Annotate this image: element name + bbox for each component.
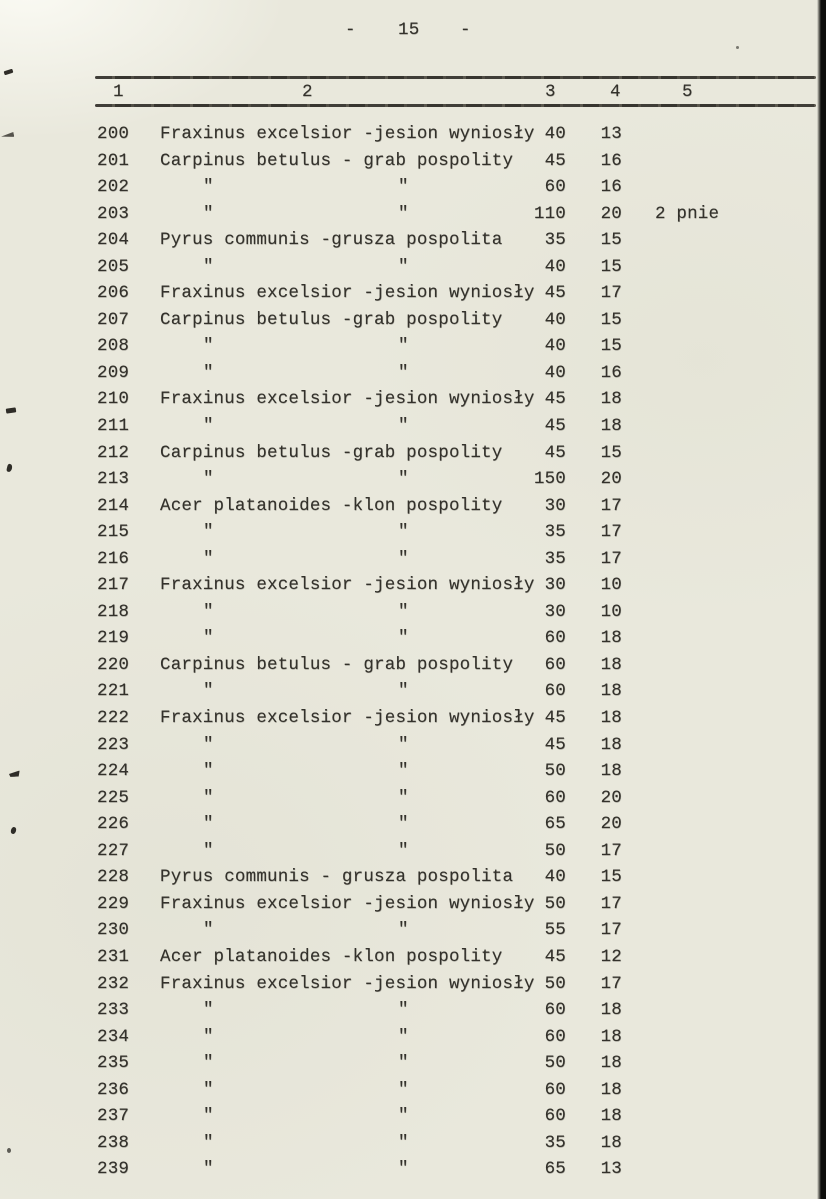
row-number: 230 xyxy=(97,920,130,941)
height-value: 18 xyxy=(600,1132,622,1153)
row-number: 234 xyxy=(97,1026,130,1047)
height-value: 12 xyxy=(600,946,622,967)
table-row xyxy=(0,732,826,759)
height-value: 15 xyxy=(600,230,622,251)
height-value: 18 xyxy=(600,1026,622,1047)
row-number: 203 xyxy=(97,203,130,224)
height-value: 20 xyxy=(600,814,622,835)
height-value: 17 xyxy=(600,840,622,861)
trunk-value: 150 xyxy=(533,469,566,490)
table-row xyxy=(0,705,826,732)
ditto-mark: " xyxy=(398,177,409,198)
trunk-value: 40 xyxy=(544,362,566,383)
trunk-value: 45 xyxy=(544,442,566,463)
species-name: Acer platanoides -klon pospolity xyxy=(160,495,503,516)
ditto-mark: " xyxy=(203,601,214,622)
table-row xyxy=(0,546,826,573)
table-row xyxy=(0,466,826,493)
ditto-mark: " xyxy=(203,522,214,543)
height-value: 18 xyxy=(600,761,622,782)
trunk-value: 50 xyxy=(544,893,566,914)
row-number: 218 xyxy=(97,601,130,622)
ditto-mark: " xyxy=(398,203,409,224)
ditto-mark: " xyxy=(398,336,409,357)
ditto-mark: " xyxy=(398,840,409,861)
row-number: 228 xyxy=(97,867,130,888)
table-row xyxy=(0,280,826,307)
column-header-4: 4 xyxy=(610,82,621,102)
ditto-mark: " xyxy=(398,628,409,649)
row-number: 229 xyxy=(97,893,130,914)
height-value: 10 xyxy=(600,575,622,596)
height-value: 17 xyxy=(600,548,622,569)
trunk-value: 110 xyxy=(533,203,566,224)
trunk-value: 60 xyxy=(544,628,566,649)
species-name: Fraxinus excelsior -jesion wyniosły xyxy=(160,283,535,304)
trunk-value: 60 xyxy=(544,1106,566,1127)
column-header-1: 1 xyxy=(113,82,124,102)
height-value: 18 xyxy=(600,416,622,437)
height-value: 18 xyxy=(600,1053,622,1074)
row-number: 235 xyxy=(97,1053,130,1074)
table-row xyxy=(0,121,826,148)
ditto-mark: " xyxy=(398,1053,409,1074)
table-row xyxy=(0,148,826,175)
table-header-rule xyxy=(95,104,816,107)
row-number: 225 xyxy=(97,787,130,808)
height-value: 20 xyxy=(600,787,622,808)
trunk-value: 30 xyxy=(544,601,566,622)
height-value: 10 xyxy=(600,601,622,622)
trunk-value: 40 xyxy=(544,867,566,888)
height-value: 20 xyxy=(600,469,622,490)
ditto-mark: " xyxy=(203,362,214,383)
trunk-value: 60 xyxy=(544,787,566,808)
height-value: 13 xyxy=(600,1159,622,1180)
ditto-mark: " xyxy=(398,1132,409,1153)
table-row xyxy=(0,1024,826,1051)
table-top-rule xyxy=(95,76,816,79)
ditto-mark: " xyxy=(203,734,214,755)
table-row xyxy=(0,625,826,652)
ditto-mark: " xyxy=(398,814,409,835)
ditto-mark: " xyxy=(398,416,409,437)
trunk-value: 65 xyxy=(544,1159,566,1180)
table-row xyxy=(0,1156,826,1183)
ditto-mark: " xyxy=(398,920,409,941)
height-value: 17 xyxy=(600,522,622,543)
ditto-mark: " xyxy=(398,1000,409,1021)
column-header-3: 3 xyxy=(545,82,556,102)
table-row xyxy=(0,333,826,360)
table-row xyxy=(0,811,826,838)
height-value: 18 xyxy=(600,1000,622,1021)
trunk-value: 60 xyxy=(544,1026,566,1047)
trunk-value: 35 xyxy=(544,230,566,251)
ditto-mark: " xyxy=(203,548,214,569)
trunk-value: 45 xyxy=(544,150,566,171)
ditto-mark: " xyxy=(398,548,409,569)
table-row xyxy=(0,1103,826,1130)
ditto-mark: " xyxy=(398,787,409,808)
height-value: 18 xyxy=(600,734,622,755)
trunk-value: 40 xyxy=(544,309,566,330)
row-number: 200 xyxy=(97,124,130,144)
page-number-left-dash: - xyxy=(345,20,356,40)
row-number: 232 xyxy=(97,973,130,994)
ditto-mark: " xyxy=(203,628,214,649)
table-row xyxy=(0,1077,826,1104)
trunk-value: 45 xyxy=(544,946,566,967)
row-number: 226 xyxy=(97,814,130,835)
species-name: Fraxinus excelsior -jesion wyniosły xyxy=(160,124,535,144)
trunk-value: 60 xyxy=(544,681,566,702)
height-value: 18 xyxy=(600,628,622,649)
height-value: 18 xyxy=(600,1106,622,1127)
table-row xyxy=(0,997,826,1024)
row-number: 217 xyxy=(97,575,130,596)
row-number: 221 xyxy=(97,681,130,702)
row-number: 205 xyxy=(97,256,130,277)
table-row xyxy=(0,572,826,599)
row-number: 210 xyxy=(97,389,130,410)
ditto-mark: " xyxy=(398,362,409,383)
row-number: 212 xyxy=(97,442,130,463)
trunk-value: 60 xyxy=(544,177,566,198)
row-number: 213 xyxy=(97,469,130,490)
table-row xyxy=(0,785,826,812)
table-row xyxy=(0,1130,826,1157)
trunk-value: 40 xyxy=(544,124,566,144)
trunk-value: 55 xyxy=(544,920,566,941)
row-number: 223 xyxy=(97,734,130,755)
table-row xyxy=(0,307,826,334)
species-name: Fraxinus excelsior -jesion wyniosły xyxy=(160,389,535,410)
scan-artifact-mark xyxy=(7,1148,11,1153)
row-note: 2 pnie xyxy=(655,203,720,224)
ditto-mark: " xyxy=(398,601,409,622)
ditto-mark: " xyxy=(203,416,214,437)
trunk-value: 60 xyxy=(544,1000,566,1021)
column-header-2: 2 xyxy=(302,82,313,102)
trunk-value: 45 xyxy=(544,708,566,729)
table-row xyxy=(0,838,826,865)
height-value: 15 xyxy=(600,256,622,277)
height-value: 17 xyxy=(600,893,622,914)
ditto-mark: " xyxy=(203,761,214,782)
height-value: 15 xyxy=(600,336,622,357)
height-value: 17 xyxy=(600,283,622,304)
row-number: 236 xyxy=(97,1079,130,1100)
scan-edge-shadow xyxy=(817,0,826,1199)
row-number: 209 xyxy=(97,362,130,383)
species-name: Carpinus betulus - grab pospolity xyxy=(160,150,514,171)
table-row xyxy=(0,254,826,281)
table-row xyxy=(0,917,826,944)
ditto-mark: " xyxy=(203,787,214,808)
table-row xyxy=(0,891,826,918)
table-row xyxy=(0,386,826,413)
row-number: 215 xyxy=(97,522,130,543)
scan-artifact-mark xyxy=(736,46,739,49)
trunk-value: 60 xyxy=(544,1079,566,1100)
table-row xyxy=(0,864,826,891)
trunk-value: 60 xyxy=(544,654,566,675)
table-row xyxy=(0,174,826,201)
species-name: Pyrus communis -grusza pospolita xyxy=(160,230,503,251)
height-value: 16 xyxy=(600,362,622,383)
species-name: Pyrus communis - grusza pospolita xyxy=(160,867,514,888)
ditto-mark: " xyxy=(203,920,214,941)
trunk-value: 40 xyxy=(544,256,566,277)
ditto-mark: " xyxy=(398,1026,409,1047)
trunk-value: 45 xyxy=(544,416,566,437)
row-number: 206 xyxy=(97,283,130,304)
species-name: Fraxinus excelsior -jesion wyniosły xyxy=(160,973,535,994)
trunk-value: 35 xyxy=(544,1132,566,1153)
row-number: 238 xyxy=(97,1132,130,1153)
height-value: 16 xyxy=(600,177,622,198)
ditto-mark: " xyxy=(203,1053,214,1074)
ditto-mark: " xyxy=(203,1079,214,1100)
ditto-mark: " xyxy=(398,681,409,702)
table-row xyxy=(0,758,826,785)
trunk-value: 45 xyxy=(544,734,566,755)
row-number: 222 xyxy=(97,708,130,729)
ditto-mark: " xyxy=(398,469,409,490)
table-row xyxy=(0,519,826,546)
trunk-value: 50 xyxy=(544,840,566,861)
height-value: 17 xyxy=(600,973,622,994)
height-value: 15 xyxy=(600,867,622,888)
row-number: 202 xyxy=(97,177,130,198)
trunk-value: 30 xyxy=(544,575,566,596)
table-row xyxy=(0,201,826,228)
species-name: Fraxinus excelsior -jesion wyniosły xyxy=(160,893,535,914)
trunk-value: 45 xyxy=(544,283,566,304)
table-row xyxy=(0,652,826,679)
height-value: 15 xyxy=(600,309,622,330)
trunk-value: 35 xyxy=(544,522,566,543)
row-number: 207 xyxy=(97,309,130,330)
row-number: 239 xyxy=(97,1159,130,1180)
table-row xyxy=(0,227,826,254)
species-name: Fraxinus excelsior -jesion wyniosły xyxy=(160,708,535,729)
ditto-mark: " xyxy=(203,469,214,490)
row-number: 204 xyxy=(97,230,130,251)
ditto-mark: " xyxy=(203,814,214,835)
ditto-mark: " xyxy=(203,1132,214,1153)
page-number-value: 15 xyxy=(398,20,420,40)
row-number: 208 xyxy=(97,336,130,357)
ditto-mark: " xyxy=(398,734,409,755)
trunk-value: 40 xyxy=(544,336,566,357)
height-value: 16 xyxy=(600,150,622,171)
ditto-mark: " xyxy=(203,1026,214,1047)
row-number: 237 xyxy=(97,1106,130,1127)
trunk-value: 45 xyxy=(544,389,566,410)
row-number: 211 xyxy=(97,416,130,437)
trunk-value: 30 xyxy=(544,495,566,516)
ditto-mark: " xyxy=(398,1106,409,1127)
height-value: 15 xyxy=(600,442,622,463)
height-value: 18 xyxy=(600,1079,622,1100)
height-value: 13 xyxy=(600,124,622,144)
ditto-mark: " xyxy=(398,1079,409,1100)
page-number-right-dash: - xyxy=(460,20,471,40)
height-value: 17 xyxy=(600,920,622,941)
row-number: 224 xyxy=(97,761,130,782)
row-number: 214 xyxy=(97,495,130,516)
table-row xyxy=(0,440,826,467)
ditto-mark: " xyxy=(203,1106,214,1127)
ditto-mark: " xyxy=(398,256,409,277)
height-value: 17 xyxy=(600,495,622,516)
trunk-value: 50 xyxy=(544,761,566,782)
species-name: Carpinus betulus - grab pospolity xyxy=(160,654,514,675)
trunk-value: 35 xyxy=(544,548,566,569)
table-row xyxy=(0,1050,826,1077)
table-row xyxy=(0,971,826,998)
ditto-mark: " xyxy=(203,1000,214,1021)
species-name: Fraxinus excelsior -jesion wyniosły xyxy=(160,575,535,596)
species-name: Carpinus betulus -grab pospolity xyxy=(160,309,503,330)
table-row xyxy=(0,360,826,387)
ditto-mark: " xyxy=(398,1159,409,1180)
table-row xyxy=(0,413,826,440)
row-number: 231 xyxy=(97,946,130,967)
trunk-value: 65 xyxy=(544,814,566,835)
ditto-mark: " xyxy=(203,203,214,224)
height-value: 18 xyxy=(600,389,622,410)
row-number: 216 xyxy=(97,548,130,569)
ditto-mark: " xyxy=(203,1159,214,1180)
row-number: 201 xyxy=(97,150,130,171)
height-value: 18 xyxy=(600,654,622,675)
ditto-mark: " xyxy=(203,256,214,277)
row-number: 220 xyxy=(97,654,130,675)
ditto-mark: " xyxy=(398,761,409,782)
species-name: Acer platanoides -klon pospolity xyxy=(160,946,503,967)
table-row xyxy=(0,678,826,705)
row-number: 219 xyxy=(97,628,130,649)
row-number: 227 xyxy=(97,840,130,861)
table-body xyxy=(0,121,826,1183)
ditto-mark: " xyxy=(203,177,214,198)
table-row xyxy=(0,599,826,626)
table-row xyxy=(0,944,826,971)
species-name: Carpinus betulus -grab pospolity xyxy=(160,442,503,463)
height-value: 18 xyxy=(600,708,622,729)
ditto-mark: " xyxy=(203,336,214,357)
height-value: 20 xyxy=(600,203,622,224)
ditto-mark: " xyxy=(203,681,214,702)
trunk-value: 50 xyxy=(544,1053,566,1074)
trunk-value: 50 xyxy=(544,973,566,994)
ditto-mark: " xyxy=(398,522,409,543)
row-number: 233 xyxy=(97,1000,130,1021)
column-header-5: 5 xyxy=(682,82,693,102)
ditto-mark: " xyxy=(203,840,214,861)
height-value: 18 xyxy=(600,681,622,702)
table-row xyxy=(0,493,826,520)
